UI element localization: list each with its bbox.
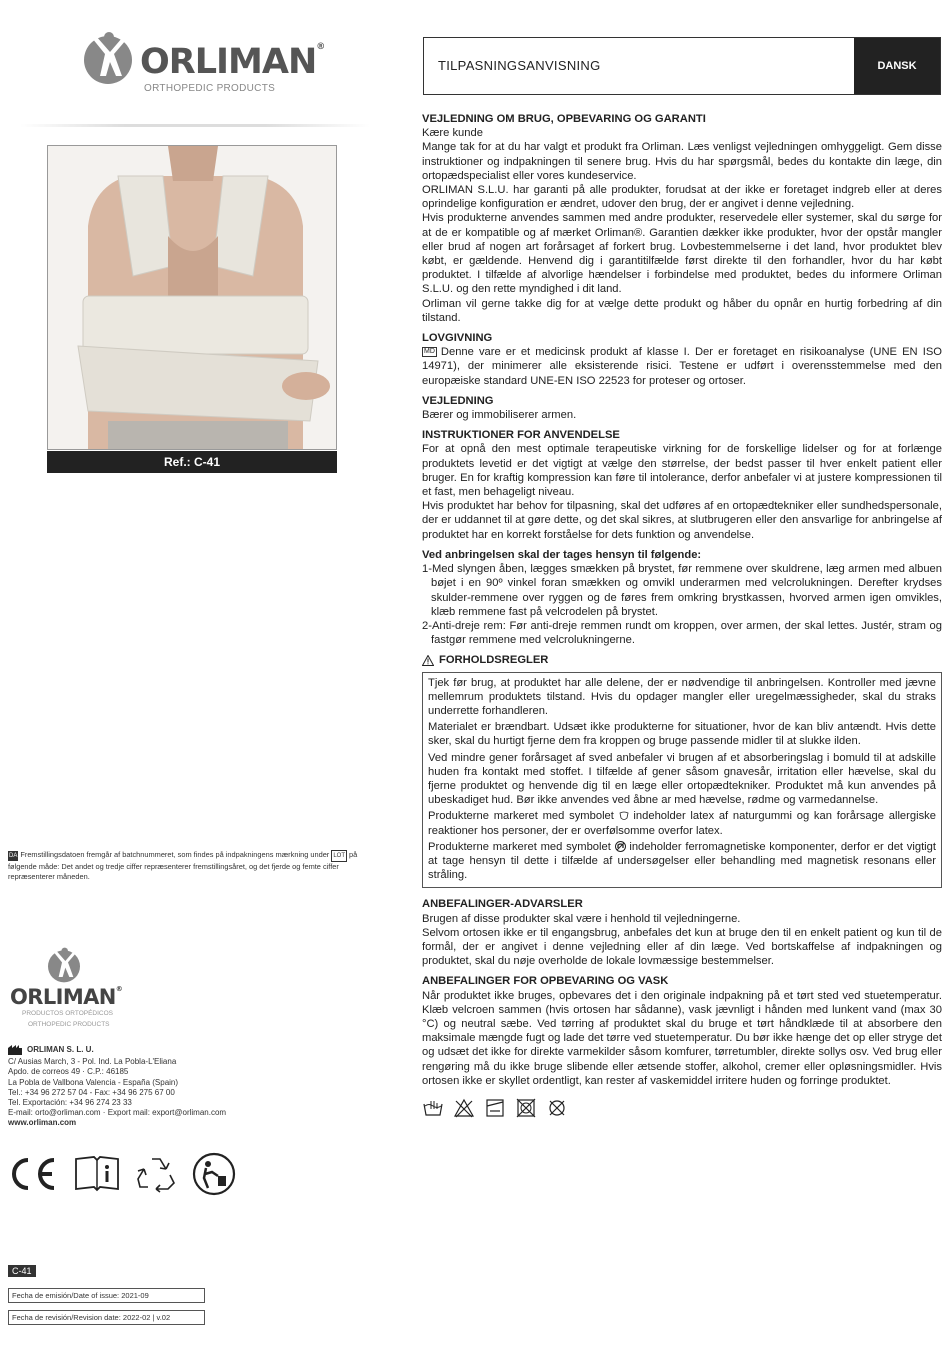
precaution-paragraph: Materialet er brændbart. Udsæt ikke produkterne for situationer, hvor de kan bliv antændt. Hvis dette sker, skal du hurtigt fjerne dem fra kroppen og bruge passende midler til at slukke ilden. — [428, 721, 936, 748]
address-line: Tel. Exportación: +34 96 274 23 33 — [8, 1098, 132, 1108]
precaution-paragraph: Ved mindre gener forårsaget af sved anbefaler vi brugen af et absorberingslag i bomuld til at adskille huden fra kontakt med stoffet. I tilfælde af gener såsom gnavesår, irritation eller hævelse, skal du fjerne produktet og henvende dig til en læge eller ortopædtekniker. Produktet må kun anvendes på ubeskadiget hud. Bør ikke anvendes ved åbne ar med hævelse, rødme og varmedannelse. — [428, 751, 936, 807]
company-name: ORLIMAN S. L. U. — [27, 1045, 94, 1054]
recommendations-heading: ANBEFALINGER-ADVARSLER — [422, 898, 583, 911]
brand-sub-en: ORTHOPEDIC PRODUCTS — [28, 1021, 110, 1028]
recycle-icon — [136, 1155, 176, 1193]
instructions-paragraph: For at opnå den mest optimale terapeutiske virkning for de forskellige lidelser og for at forlænge produktets levetid er det vigtigt at vælge den størrelse, der bedst passer til hver enkelt patient eller bruger. En for kraftig kompression kan føre til intolerance, derfor anbefaler vi at justere kompressionen til et fast, men behageligt niveau. — [422, 443, 942, 499]
no-tumble-dry-icon — [515, 1098, 537, 1118]
ce-mark-icon — [8, 1156, 58, 1192]
registered-mark: ® — [115, 985, 123, 993]
care-text: Når produktet ikke bruges, opbevares det i den originale indpakning på et tørt sted ved stuetemperatur. Klæb velcroen sammen (hvis ortosen har sådanne), vask jævnligt i hånden med lunkent vand (max 30 °C) og neutral sæbe. Ved tørring af produktet skal du bruge et tørt håndklæde til at absorbere den maksimale mængde fugt og lade det tørre ved stuetemperatur. Du bør ikke hænge det op eller stryge det og udsæt det ikke for direkte varmekilder såsom komfurer, tørretumbler, direkte sollys osv. Ved brug eller rengøring må du ikke bruge slibende eller ætsende stoffer, alkohol, cremer eller opløsningsmidler. Hvis ortosen ikke er skyllet ordentligt, kan rester af vaskemiddel irritere huden og forringe produktet. — [422, 989, 942, 1087]
intro-paragraph: Orliman vil gerne takke dig for at vælge dette produkt og håber du opnår en hurtig forbedring af din tilstand. — [422, 297, 942, 324]
address-line: E-mail: orto@orliman.com · Export mail: export@orliman.com — [8, 1108, 227, 1118]
lot-note — [8, 850, 368, 882]
ferro-paragraph — [428, 840, 936, 883]
website: www.orliman.com — [8, 1118, 77, 1128]
orliman-figure-icon — [78, 28, 138, 88]
latex-icon — [619, 811, 629, 821]
no-dry-clean-icon — [546, 1098, 568, 1118]
guidance-text: Bærer og immobiliserer armen. — [422, 409, 577, 422]
precautions-box — [422, 672, 942, 889]
divider — [20, 124, 370, 127]
law-heading: LOVGIVNING — [422, 332, 493, 345]
header-box — [423, 37, 941, 95]
hand-wash-icon — [422, 1098, 444, 1118]
intro-paragraph: Kære kunde — [422, 127, 483, 140]
warning-icon — [422, 655, 434, 666]
intro-paragraph: Mange tak for at du har valgt et produkt fra Orliman. Læs venligst vejledningen omhyggeligt. Gem disse instruktioner og indpakningen til senere brug. Hvis du har spørgsmål, bedes du kontakte din læge, din ortopædspecialist eller vores kundeservice. — [422, 141, 942, 182]
issue-date: Fecha de emisión/Date of issue: 2021-09 — [8, 1288, 205, 1303]
product-code: C-41 — [8, 1265, 36, 1277]
dry-flat-icon — [484, 1098, 506, 1118]
instructions-paragraph: Hvis produktet har behov for tilpasning, skal det udføres af en ortopædtekniker eller sundhedspersonale, der er uddannet til at gøre dette, og det skal sikres, at slutbrugeren eller den ansvarlige for anbringelse af produktet har en korrekt forståelse for dets funktion og anvendelse. — [422, 500, 942, 541]
instructions-book-icon — [74, 1155, 120, 1193]
revision-date: Fecha de revisión/Revision date: 2022-02 | v.02 — [8, 1310, 205, 1325]
magnet-icon — [615, 841, 626, 852]
md-symbol-icon: MD — [424, 348, 435, 356]
lot-note-text: Fremstillingsdatoen fremgår af batchnummeret, som findes på indpakningens mærkning under — [20, 850, 330, 859]
page-title: TILPASNINGSANVISNING — [438, 58, 601, 73]
address-line: La Pobla de Vallbona Valencia - España (Spain) — [8, 1077, 179, 1087]
recommendation-paragraph: Selvom ortosen ikke er til engangsbrug, anbefales det kun at bruge den til en enkelt patient og kun til de formål, der er angivet i denne vejledning eller af din læge. Ved bortskaffelse af indpakningen og produktet, skal du nøje overholde de lokale lovmæssige bestemmelser. — [422, 926, 942, 968]
law-text-body: Denne vare er et medicinsk produkt af klasse I. Der er foretaget en risikoanalyse (UNE EN ISO 14971), der minimerer alle eksisterende risici. Testene er udført i overensstemmelse med den europæiske standard UNE-EN ISO 22523 for proteser og ortoser. — [422, 346, 942, 387]
precautions-heading: FORHOLDSREGLER — [439, 654, 549, 667]
ferro-text-a: Produkterne markeret med symbolet — [428, 840, 611, 853]
latex-text-a: Produkterne markeret med symbolet — [428, 810, 614, 823]
content-column — [422, 112, 942, 1118]
guidance-heading: VEJLEDNING — [422, 394, 494, 407]
precaution-paragraph: Tjek før brug, at produktet har alle delene, der er nødvendige til anbringelsen. Kontroller med jævne mellemrum produktets tilstand. Hvis du opdager mangler eller uregelmæssigheder, skal du straks underrette forhandleren. — [428, 676, 936, 717]
brand-name: ORLIMAN — [140, 42, 317, 82]
brand-name: ORLIMAN — [10, 985, 116, 1009]
orliman-figure-icon — [44, 945, 84, 985]
intro-paragraph: ORLIMAN S.L.U. har garanti på alle produkter, forudsat at der ikke er foretaget indgreb eller at deres oprindelige konfiguration er ændret, udover den brug, der er angivet i denne vejledning. — [422, 184, 942, 211]
recommendation-paragraph: Brugen af disse produkter skal være i henhold til vejledningerne. — [422, 912, 741, 925]
company-address — [8, 1045, 278, 1129]
brand-tagline: ORTHOPEDIC PRODUCTS — [144, 83, 276, 94]
care-symbols — [422, 1098, 942, 1118]
intro-heading: VEJLEDNING OM BRUG, OPBEVARING OG GARANTI — [422, 113, 706, 125]
orliman-logo — [78, 28, 378, 98]
brand-sub-es: PRODUCTOS ORTOPÉDICOS — [22, 1010, 114, 1017]
language-badge: DANSK — [854, 38, 940, 94]
lot-symbol-icon: LOT — [331, 850, 347, 862]
instruction-step: 2-Anti-dreje rem: Før anti-dreje remmen rundt om kroppen, over armen, der skal lettes. Justér, stram og fastgør remmene med velcrolukningerne. — [422, 619, 942, 647]
latex-text-b: indeholder latex af naturgummi og kan forårsage allergiske reaktioner hos personer, der er overfølsomme overfor latex. — [428, 810, 936, 837]
product-photo — [47, 145, 337, 450]
product-ref: Ref.: C-41 — [47, 451, 337, 473]
dispose-responsibly-icon — [192, 1152, 236, 1196]
address-line: C/ Ausias March, 3 - Pol. Ind. La Pobla-L'Eliana — [8, 1057, 177, 1067]
registered-mark: ® — [316, 42, 325, 52]
precautions-header — [422, 653, 942, 667]
manufacturer-icon — [8, 1045, 22, 1055]
care-heading: ANBEFALINGER FOR OPBEVARING OG VASK — [422, 975, 669, 988]
instruction-step: 1-Med slyngen åben, lægges smækken på brystet, før remmene over skuldrene, læg armen med albuen bøjet i en 90º vinkel foran smækken og omvikl underarmen med velcrolukningen. Derefter krydses skulder-remmene over ryggen og de føres frem omkring brystkassen, hvorved armen igen omvikles, klæb remmene fast på velcrodelen på brystet. — [422, 563, 942, 618]
instructions-heading: INSTRUKTIONER FOR ANVENDELSE — [422, 429, 620, 442]
orliman-logo-small — [8, 945, 148, 1035]
manufacturer-row — [8, 1045, 278, 1055]
no-bleach-icon — [453, 1098, 475, 1118]
law-text — [422, 345, 942, 388]
certification-icons — [8, 1152, 236, 1196]
address-line: Tel.: +34 96 272 57 04 - Fax: +34 96 275 67 00 — [8, 1087, 175, 1097]
lot-note-text: på følgende måde: Det andet og tredje ciffer repræsenterer fremstillingsåret, og det fjerde og femte ciffer repræsenterer måneden. — [8, 850, 358, 881]
latex-paragraph — [428, 809, 936, 837]
intro-paragraph: Hvis produkterne anvendes sammen med andre produkter, reservedele eller systemer, skal du sørge for at de er kompatible og af mærket Orliman®. Garantien dækker ikke produkter, hvor der opstår mangler eller brud af nogen art forårsaget af forkert brug. Lovbestemmelserne i det land, hvor produktet blev købt, er gældende. Henvend dig i garantitilfælde først direkte til den forhandler, hvor du har købt produktet. I tilfælde af alvorlige hændelser i forbindelse med produktet, bedes du informere Orliman S.L.U. og den rette myndighed i dit land. — [422, 212, 942, 296]
language-tag: DA — [9, 853, 18, 859]
instructions-subheading: Ved anbringelsen skal der tages hensyn til følgende: — [422, 548, 702, 561]
ferro-text-b: indeholder ferromagnetiske komponenter, derfor er det vigtigt at tage hensyn til dette i tilfælde af undersøgelser eller behandling med magnetisk resonans eller stråling. — [428, 840, 936, 882]
address-line: Apdo. de correos 49 · C.P.: 46185 — [8, 1067, 129, 1077]
